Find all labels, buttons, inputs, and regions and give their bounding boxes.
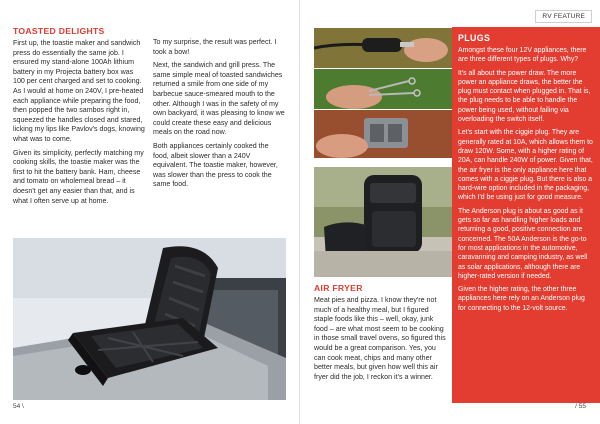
anderson-plug-photo bbox=[314, 110, 452, 158]
left-column-1 bbox=[13, 26, 145, 210]
paragraph: Amongst these four 12V appliances, there are three different types of plugs. Why? bbox=[458, 47, 587, 64]
section-heading-air-fryer: AIR FRYER bbox=[314, 283, 363, 293]
paragraph: Given the higher rating, the other three appliances here rely on an Anderson plug for connecting to the 12-volt source. bbox=[458, 286, 585, 312]
right-page bbox=[300, 0, 600, 424]
paragraph: It's all about the power draw. The more power an appliance draws, the better the plug must contact when plugged in. That is, the plug needs to be able to handle the power being used, without failing via overloading the switch itself. bbox=[458, 69, 591, 124]
paragraph: The Anderson plug is about as good as it gets so far as handling higher loads and returning a good, positive connection are concerned. The 50A Anderson is the go-to for most applications in the automotive, caravanning and camping industry, as well as solar applications, although there are higher-rated version if needed. bbox=[458, 207, 588, 280]
air-fryer-section bbox=[314, 283, 448, 386]
section-tag: RV FEATURE bbox=[535, 10, 592, 23]
paragraph: Both appliances certainly cooked the food, albeit slower than a 240V equivalent. The toastie maker, however, was slower than the press to cook the same food. bbox=[153, 141, 278, 189]
paragraph: Given its simplicity, perfectly matching my cooking skills, the toastie maker was the first to hit the battery bank. Ham, cheese and tomato on wholemeal bread – it doesn't get any easier than that, and is what I often serve up at home. bbox=[13, 148, 144, 205]
paragraph: Meat pies and pizza. I know they're not much of a healthy meal, but I figured staple foods like this – well, okay, junk food – are what most seem to be cooking in those small travel ovens, so figured this would be a great comparison. Yes, you can cook meat, chips and many other better meals, but given how well this air fryer did the job, I reckon it's a winner. bbox=[314, 296, 446, 381]
ciggie-plug-photo bbox=[314, 28, 452, 68]
paragraph: Let's start with the ciggie plug. They are generally rated at 10A, which allows them to draw 120W. Some, with a higher rating of 20A, can handle 240W of power. Given that, the air fryer is the only appliance here that comes with a ciggie plug. But there is also a hard-wire option included in the packaging, which I'd be using just for good measure. bbox=[458, 129, 593, 202]
plugs-sidebar bbox=[452, 27, 600, 403]
left-col1-body bbox=[13, 39, 145, 206]
plugs-body bbox=[458, 46, 593, 313]
lug-plug-photo bbox=[314, 69, 452, 109]
air-fryer-body bbox=[314, 296, 448, 382]
page-number-left: 54 \ bbox=[13, 403, 24, 410]
air-fryer-photo bbox=[314, 167, 452, 277]
plugs-title: PLUGS bbox=[458, 33, 491, 43]
paragraph: To my surprise, the result was perfect. I took a bow! bbox=[153, 38, 277, 56]
section-heading-toasted-delights: TOASTED DELIGHTS bbox=[13, 26, 105, 36]
page-number-right: / 55 bbox=[575, 403, 586, 410]
toastie-maker-photo bbox=[13, 238, 286, 400]
paragraph: First up, the toastie maker and sandwich press do essentially the same job. I ensured my stand-alone 100Ah lithium battery in my Projecta battery box was 100 per cent charged and set to cooking. As I would at home on 240V, I pre-heated each appliance while preparing the food, then popped the two sambos right in, squeezed the handles closed and stared, licking my lips like Pavlov's dogs, knowing what was to come. bbox=[13, 39, 145, 143]
paragraph: Next, the sandwich and grill press. The same simple meal of toasted sandwiches returned a smile from one side of my barbecue sauce-smeared mouth to the other. Although I was in the safety of my own backyard, it was pleasing to know we could create these easy and delicious meals on the road now. bbox=[153, 61, 285, 137]
left-column-2 bbox=[153, 38, 286, 194]
